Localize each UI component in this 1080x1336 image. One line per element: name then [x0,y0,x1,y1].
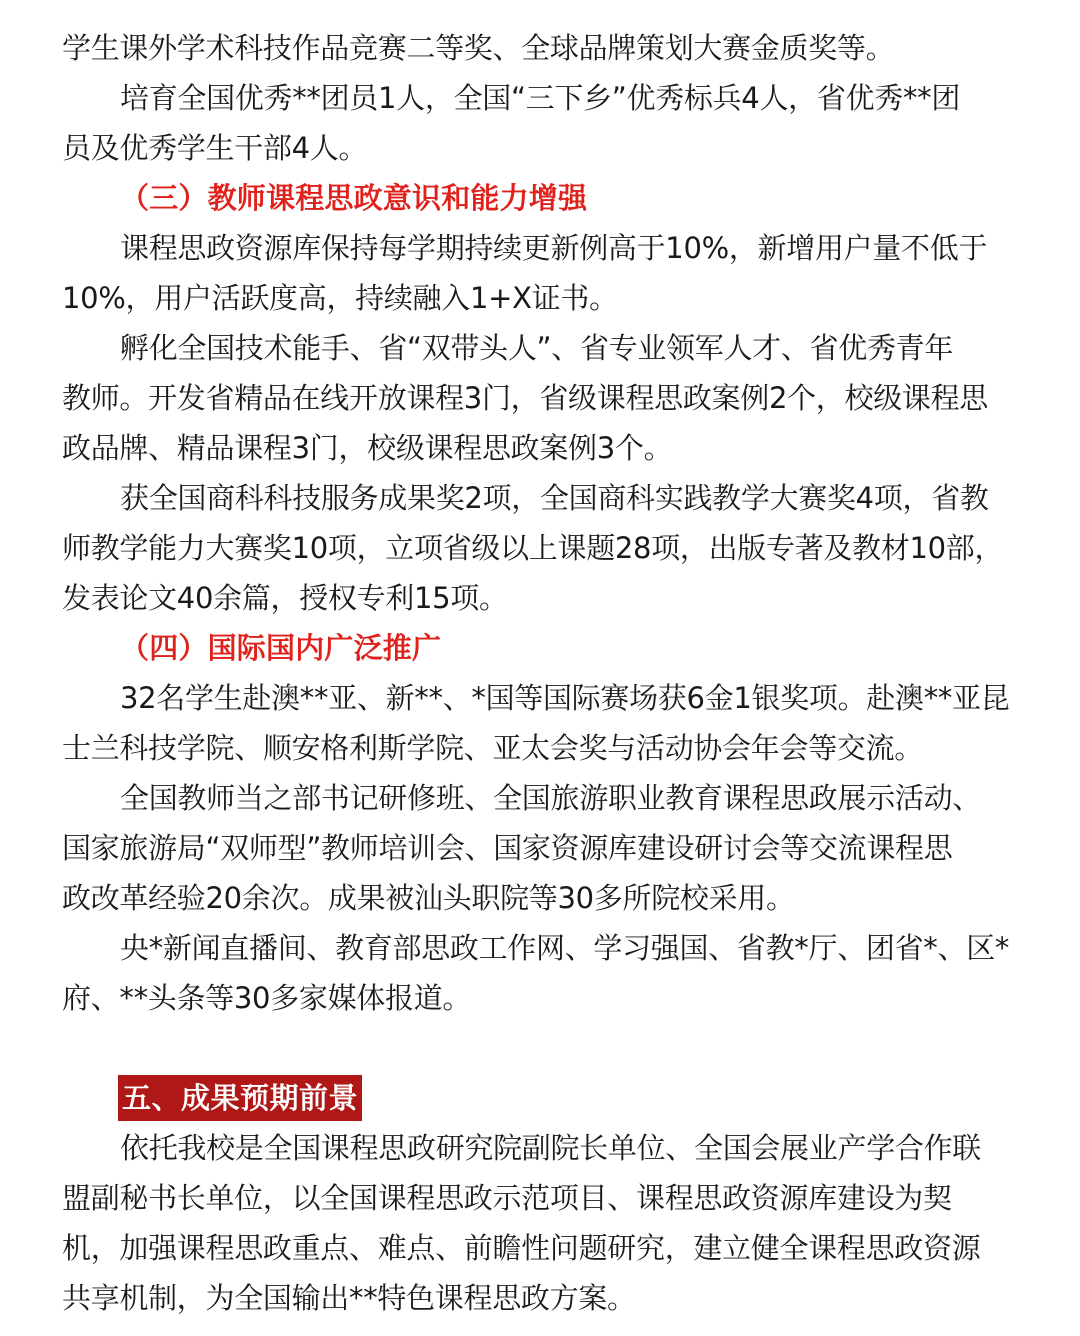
paragraph-line: 全国教师当之部书记研修班、全国旅游职业教育课程思政展示活动、 [120,781,982,815]
paragraph-line: 府、**头条等30多家媒体报道。 [62,981,472,1015]
paragraph-line: 发表论文40余篇，授权专利15项。 [62,581,508,615]
paragraph-line: 央*新闻直播间、教育部思政工作网、学习强国、省教*厅、团省*、区* [120,931,1010,965]
paragraph-line: 依托我校是全国课程思政研究院副院长单位、全国会展业产学合作联 [120,1131,982,1165]
paragraph-line: 10%，用户活跃度高，持续融入1+X证书。 [62,281,618,315]
paragraph-line: 培育全国优秀**团员1人，全国“三下乡”优秀标兵4人，省优秀**团 [120,81,961,115]
section-heading-box [118,1075,362,1121]
paragraph-line: 员及优秀学生干部4人。 [62,131,368,165]
subheading-international-promotion: （四）国际国内广泛推广 [120,631,442,665]
subheading-teacher-ability: （三）教师课程思政意识和能力增强 [120,181,588,215]
paragraph-line: 师教学能力大赛奖10项，立项省级以上课题28项，出版专著及教材10部， [62,531,1004,565]
paragraph-line: 政改革经验20余次。成果被汕头职院等30多所院校采用。 [62,881,795,915]
paragraph-line: 课程思政资源库保持每学期持续更新例高于10%，新增用户量不低于 [120,231,988,265]
paragraph-line: 士兰科技学院、顺安格利斯学院、亚太会奖与活动协会年会等交流。 [62,731,924,765]
paragraph-line: 共享机制，为全国输出**特色课程思政方案。 [62,1281,636,1315]
section-heading: 五、成果预期前景 [122,1081,359,1115]
paragraph-line: 盟副秘书长单位，以全国课程思政示范项目、课程思政资源库建设为契 [62,1181,952,1215]
paragraph-line: 教师。开发省精品在线开放课程3门，省级课程思政案例2个，校级课程思 [62,381,989,415]
paragraph-line: 机，加强课程思政重点、难点、前瞻性问题研究，建立健全课程思政资源 [62,1231,981,1265]
paragraph-line: 国家旅游局“双师型”教师培训会、国家资源库建设研讨会等交流课程思 [62,831,953,865]
paragraph-line: 学生课外学术科技作品竞赛二等奖、全球品牌策划大赛金质奖等。 [62,31,895,65]
paragraph-line: 政品牌、精品课程3门，校级课程思政案例3个。 [62,431,673,465]
paragraph-line: 32名学生赴澳**亚、新**、*国等国际赛场获6金1银奖项。赴澳**亚昆 [120,681,1010,715]
paragraph-line: 获全国商科科技服务成果奖2项，全国商科实践教学大赛奖4项，省教 [120,481,989,515]
paragraph-line: 孵化全国技术能手、省“双带头人”、省专业领军人才、省优秀青年 [120,331,954,365]
